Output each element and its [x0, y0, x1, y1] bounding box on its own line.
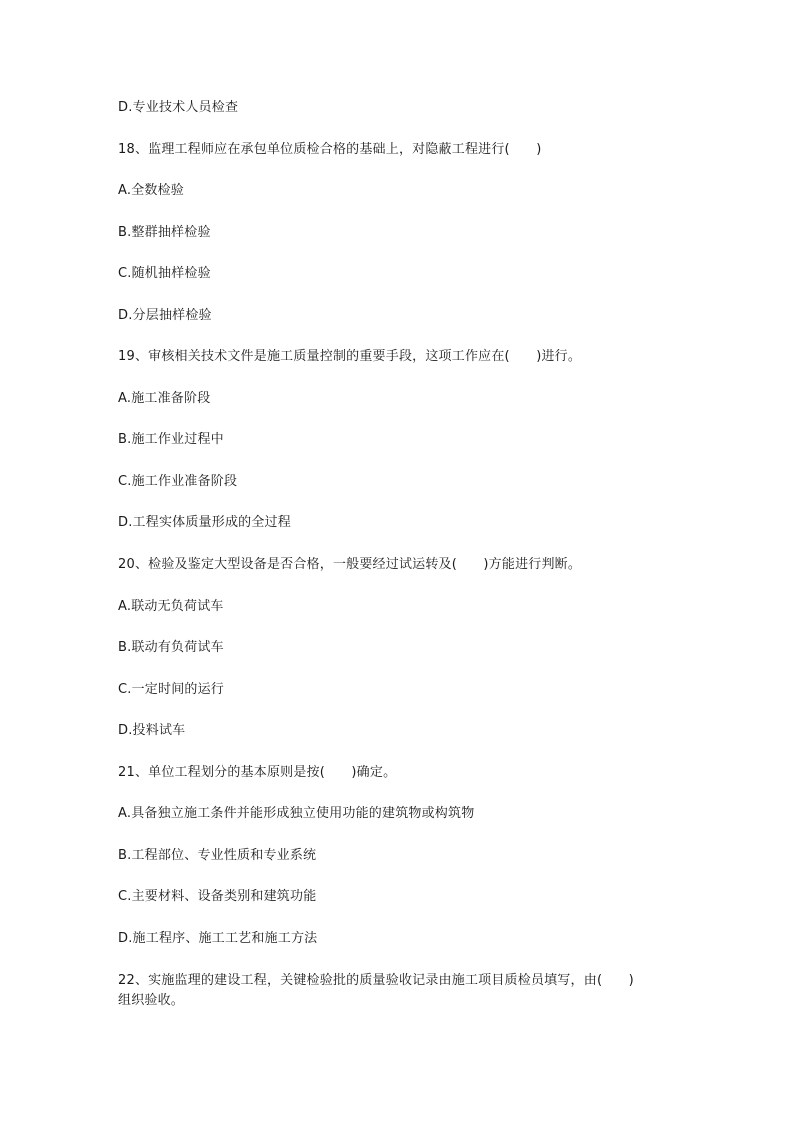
option-b-18: B.整群抽样检验 — [118, 225, 211, 240]
option-b-20: B.联动有负荷试车 — [118, 640, 224, 655]
option-b-21: B.工程部位、专业性质和专业系统 — [118, 848, 317, 863]
question-18: 18、监理工程师应在承包单位质检合格的基础上，对隐蔽工程进行( ) — [118, 142, 542, 157]
question-22: 22、实施监理的建设工程，关键检验批的质量验收记录由施工项目质检员填写，由( ) — [118, 973, 634, 988]
option-a-20: A.联动无负荷试车 — [118, 599, 224, 614]
option-c-19: C.施工作业准备阶段 — [118, 474, 238, 489]
option-a-19: A.施工准备阶段 — [118, 391, 211, 406]
question-20: 20、检验及鉴定大型设备是否合格，一般要经过试运转及( )方能进行判断。 — [118, 557, 582, 572]
question-22-continued: 组织验收。 — [118, 993, 185, 1008]
option-d-21: D.施工程序、施工工艺和施工方法 — [118, 931, 318, 946]
option-d-17: D.专业技术人员检查 — [118, 100, 239, 115]
option-a-18: A.全数检验 — [118, 183, 184, 198]
option-c-18: C.随机抽样检验 — [118, 266, 211, 281]
option-b-19: B.施工作业过程中 — [118, 432, 224, 447]
option-c-21: C.主要材料、设备类别和建筑功能 — [118, 889, 317, 904]
question-19: 19、审核相关技术文件是施工质量控制的重要手段，这项工作应在( )进行。 — [118, 349, 582, 364]
question-21: 21、单位工程划分的基本原则是按( )确定。 — [118, 765, 397, 780]
option-a-21: A.具备独立施工条件并能形成独立使用功能的建筑物或构筑物 — [118, 806, 475, 821]
option-c-20: C.一定时间的运行 — [118, 682, 225, 697]
option-d-19: D.工程实体质量形成的全过程 — [118, 515, 291, 530]
option-d-20: D.投料试车 — [118, 723, 186, 738]
option-d-18: D.分层抽样检验 — [118, 308, 212, 323]
